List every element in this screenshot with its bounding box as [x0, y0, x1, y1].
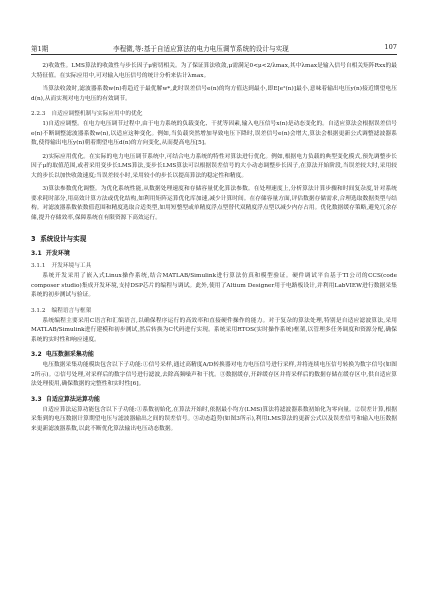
paragraph: 2)收敛性。LMS算法的收敛性与步长因子μ密切相关。为了保证算法收敛,μ需满足0<μ<2/λmax,其中λmax是输入信号自相关矩阵Rxx的最大特征值。在实际应用中,可对输入电压信号的统计分析来估计λmax。 [31, 63, 397, 79]
subsection-heading-2-2-3: 2.2.3 自适应调整机制与实际应用中的优化 [31, 111, 143, 117]
paragraph: 3)算法参数优化调整。为优化系统性能,从数据处理速度和存储容量优化算法参数。在处理速度上,分析算法计算步骤和时间复杂度,针对系统要求耗时部分,用高效计算方法或优化结构,如利用矩阵运算优化库加速,减少计算时间。在存储容量方面,评估数据存储需求,合理选取数据类型与结构。对滤波器系数依数值范围和精度选取合适类型,如用短整型或单精度浮点型替代双精度浮点型以减少内存占用。优化数据缓存策略,避免冗余存储,提升存储效率,保障系统在有限资源下高效运行。 [31, 186, 397, 221]
section-heading-3-3: 3.3 自适应算法运算功能 [31, 395, 100, 403]
paragraph: 2)实际应用优化。在实际的电力电压调节系统中,可结合电力系统的特性对算法进行优化。例如,根据电力负载的典型变化模式,预先调整步长因子μ的取值范围,或者采用变步长LMS算法,变步长LMS算法可以根据误差信号的大小动态调整步长因子,在算法开始阶段,当误差较大时,采用较大的步长以加快收敛速度;当误差较小时,采用较小的步长以提高算法的稳定性和精度。 [31, 153, 397, 179]
running-header [31, 40, 397, 55]
issue-number: 第1期 [31, 45, 49, 53]
running-title: 李程微,等:基于自适应算法的电力电压调节系统的设计与实现 [113, 45, 289, 53]
subsection-heading-3-1-2: 3.1.2 编程语言与框架 [31, 307, 92, 314]
subsection-heading-3-1-1: 3.1.1 开发环境与工具 [31, 263, 92, 269]
paragraph: 系统开发采用了嵌入式Linux操作系统,结合MATLAB/Simulink进行算法仿真和模型验证。硬件调试平台基于TI公司的CCS(code composer studio)集成开发环境,支持DSP芯片的编程与调试。此外,使用了Altium Designer用于电路板设计,并利用LabVIEW进行数据采集系统的初步测试与验证。 [31, 273, 397, 298]
paragraph: 自适应算法运算功能包含以下子功能:①系数初始化,在算法开始时,依据最小均方(LMS)算法将滤波器系数初始化为零向量。②误差计算,根据采集到的电压数据计算期望电压与滤波器输出之间的误差信号。③动态趋势(如图3所示),利用LMS算法的更新公式以及误差信号和输入电压数据来更新滤波器系数,以此不断优化算法输出电压动态数据。 [31, 406, 397, 432]
paragraph: 电压数据采集功能模块包含以下子功能:①信号采样,通过高精度A/D转换器对电力电压信号进行采样,并将连续电压信号转换为数字信号(如图2所示)。②信号处理,对采样后的数字信号进行滤波,去除高频噪声和干扰。③数据缓存,开辟缓存区并将采样后的数据存储在缓存区中,供自适应算法处理使用,确保数据的完整性和实时性[6]。 [31, 362, 397, 387]
page-number: 107 [384, 43, 397, 51]
section-heading-3: 3 系统设计与实现 [31, 235, 87, 243]
paragraph: 当算法收敛时,滤波器系数w(n)将趋近于最优解w*,此时误差信号e(n)的均方值达到最小,即E[e²(n)]最小,意味着输出电压y(n)接近期望电压d(n),从而实现对电力电压的有效调节。 [31, 86, 397, 102]
article-body [31, 62, 397, 438]
paragraph: 系统编程主要采用C语言和汇编语言,以确保程序运行的高效率和直接硬件操作的能力。对于复杂的算法处理,特别是自适应滤波算法,采用MATLAB/Simulink进行建模和初步测试,然后转换为C代码进行实现。系统采用RTOS(实时操作系统)框架,以管理多任务调度和资源分配,确保系统的实时性和响应速度。 [31, 317, 397, 343]
section-heading-3-2: 3.2 电压数据采集功能 [31, 351, 94, 358]
paragraph: 1)自适应调整。在电力电压调节过程中,由于电力系统的负载变化、干扰等因素,输入电压信号x(n)是动态变化的。自适应算法会根据误差信号e(n)不断调整滤波器系数w(n),以适应这种变化。例如,当负载突然增加导致电压下降时,误差信号e(n)会增大,算法会根据更新公式调整滤波器系数,使得输出电压y(n)朝着期望电压d(n)的方向变化,从而提高电压[5]。 [31, 121, 397, 146]
section-heading-3-1: 3.1 开发环境 [31, 250, 70, 257]
